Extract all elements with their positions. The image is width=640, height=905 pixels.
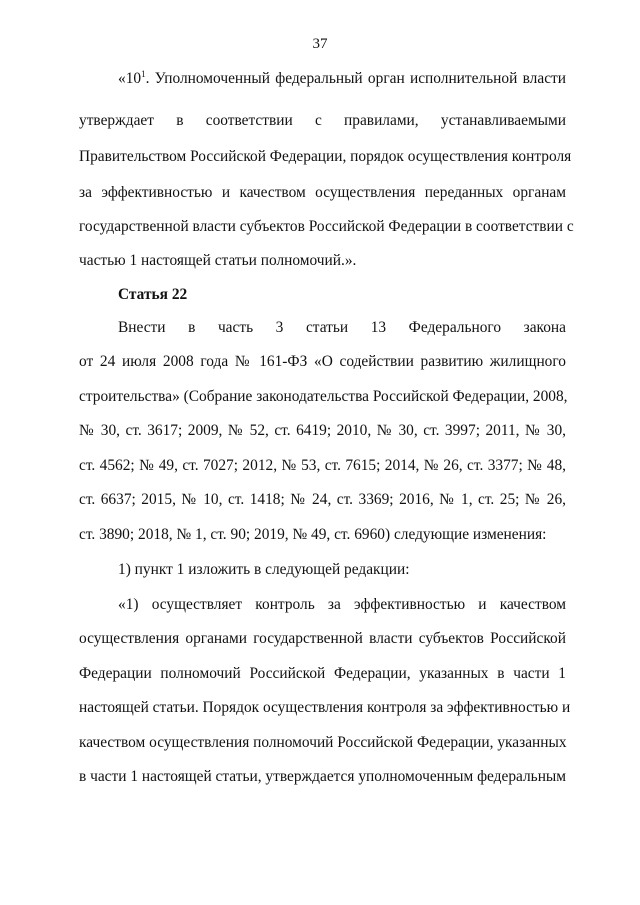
text-line: ст. 3890; 2018, № 1, ст. 90; 2019, № 49, ст. 6960) следующие изменения:	[79, 526, 547, 543]
text-line: от 24 июля 2008 года № 161-ФЗ «О содействии развитию жилищного	[79, 353, 566, 370]
superscript: 1	[141, 69, 146, 79]
text-span: . Уполномоченный федеральный орган исполнительной власти	[145, 70, 566, 87]
text-line: 1) пункт 1 изложить в следующей редакции:	[118, 561, 410, 578]
text-line: Федерации полномочий Российской Федерации, указанных в части 1	[79, 665, 566, 682]
page-number: 37	[312, 36, 328, 52]
text-line: частью 1 настоящей статьи полномочий.».	[79, 252, 357, 269]
text-line	[118, 69, 566, 89]
text-line: за эффективностью и качеством осуществления переданных органам	[79, 184, 566, 201]
text-line: ст. 6637; 2015, № 10, ст. 1418; № 24, ст. 3369; 2016, № 1, ст. 25; № 26,	[79, 491, 566, 508]
text-line: настоящей статьи. Порядок осуществления контроля за эффективностью и	[79, 699, 571, 716]
text-line: строительства» (Собрание законодательства Российской Федерации, 2008,	[79, 388, 568, 405]
item-number: «10	[118, 70, 142, 87]
text-line: Правительством Российской Федерации, порядок осуществления контроля	[79, 148, 572, 165]
article-heading: Статья 22	[118, 286, 188, 303]
text-line: «1) осуществляет контроль за эффективностью и качеством	[118, 596, 566, 613]
text-line: ст. 4562; № 49, ст. 7027; 2012, № 53, ст. 7615; 2014, № 26, ст. 3377; № 48,	[79, 457, 566, 474]
text-line: государственной власти субъектов Российской Федерации в соответствии с	[79, 218, 574, 235]
text-line: утверждает в соответствии с правилами, устанавливаемыми	[79, 112, 566, 129]
text-line: качеством осуществления полномочий Российской Федерации, указанных	[79, 734, 567, 751]
text-line: Внести в часть 3 статьи 13 Федерального закона	[118, 319, 566, 336]
text-line: осуществления органами государственной власти субъектов Российской	[79, 630, 566, 647]
text-line: в части 1 настоящей статьи, утверждается уполномоченным федеральным	[79, 768, 567, 785]
text-line: № 30, ст. 3617; 2009, № 52, ст. 6419; 2010, № 30, ст. 3997; 2011, № 30,	[79, 422, 566, 439]
